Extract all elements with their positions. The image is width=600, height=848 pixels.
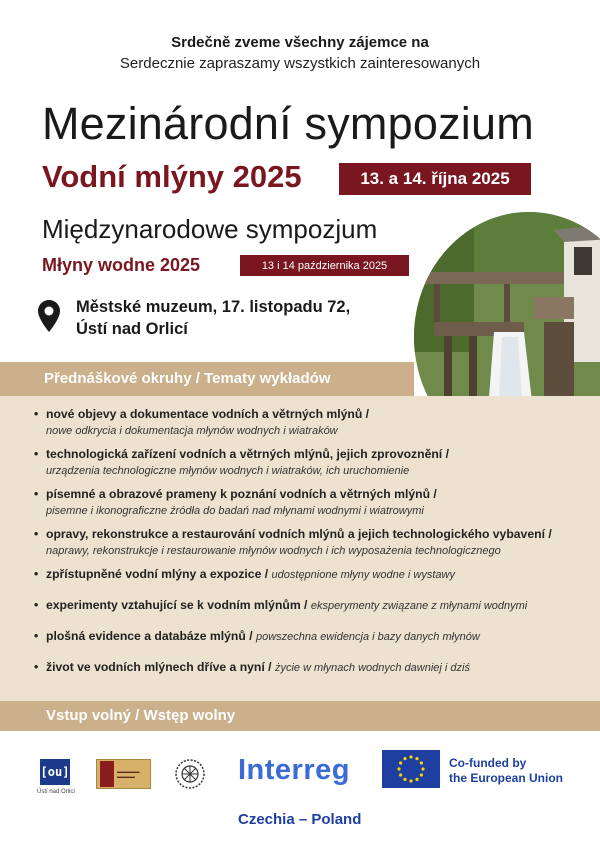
topic-item: • život ve vodních mlýnech dříve a nyní / życie w młynach wodnych dawniej i dziś [34, 660, 470, 674]
interreg-logo: Interreg [238, 754, 350, 786]
topic-polish: pisemne i ikonograficzne źródła do badań nad młynami wodnymi i wiatrowymi [46, 505, 424, 517]
usti-nad-orlici-caption: Ústí nad Orlicí [36, 789, 75, 795]
eu-line-2: the European Union [449, 771, 563, 785]
topics-list [34, 406, 594, 690]
topic-item: • zpřístupněné vodní mlýny a expozice / udostępnione młyny wodne i wystawy [34, 567, 455, 581]
topic-czech: opravy, rekonstrukce a restaurování vodních mlýnů a jejich technologického vybavení / [46, 527, 552, 541]
topic-czech: písemné a obrazové prameny k poznání vodních a větrných mlýnů / [46, 487, 437, 501]
event-title-polish: Międzynarodowe sympozjum [42, 214, 378, 244]
topic-item: • technologická zařízení vodních a větrných mlýnů, jejich zprovoznění / urządzenia technologiczne młynów wodnych i wiatraków, ich uruchomienie [34, 446, 594, 479]
admission-text: Vstup volný / Wstęp wolny [46, 707, 236, 724]
topic-czech: technologická zařízení vodních a větrných mlýnů, jejich zprovoznění / [46, 447, 449, 461]
venue-address [76, 296, 350, 340]
location-pin-icon [38, 300, 60, 332]
eu-flag-icon [382, 750, 440, 788]
invite-czech: Srdečně zveme všechny zájemce na [171, 34, 429, 51]
topic-czech: plošná evidence a databáze mlýnů / [46, 629, 253, 643]
event-title-czech: Mezinárodní sympozium [42, 98, 534, 149]
eu-line-1: Co-funded by [449, 756, 527, 770]
topic-polish: eksperymenty związane z młynami wodnymi [310, 600, 528, 612]
invite-polish: Serdecznie zapraszamy wszystkich zainteresowanych [119, 55, 481, 72]
venue-line-1: Městské muzeum, 17. listopadu 72, [76, 298, 351, 316]
topic-polish: życie w młynach wodnych dawniej i dziś [274, 662, 470, 674]
eu-cofunded-text [449, 756, 563, 786]
mill-seal-icon [174, 758, 206, 790]
topic-czech: experimenty vztahující se k vodním mlýnům / [46, 598, 308, 612]
topic-czech: nové objevy a dokumentace vodních a větrných mlýnů / [46, 407, 370, 421]
topic-czech: zpřístupněné vodní mlýny a expozice / [46, 567, 269, 581]
topic-item: • nové objevy a dokumentace vodních a větrných mlýnů / nowe odkrycia i dokumentacja młynów wodnych i wiatraków [34, 406, 594, 439]
topic-item: • plošná evidence a databáze mlýnů / powszechna ewidencja i bazy danych młynów [34, 629, 480, 643]
topic-item: • experimenty vztahující se k vodním mlýnům / eksperymenty związane z młynami wodnymi [34, 598, 528, 612]
event-subtitle-czech: Vodní mlýny 2025 [42, 159, 302, 194]
event-subtitle-polish: Młyny wodne 2025 [42, 255, 201, 275]
venue-line-2: Ústí nad Orlicí [76, 320, 188, 338]
date-badge-polish: 13 i 14 października 2025 [240, 255, 409, 276]
usti-nad-orlici-logo: [ou] [40, 759, 70, 785]
topic-item: • písemné a obrazové prameny k poznání vodních a větrných mlýnů / pisemne i ikonograficzne źródła do badań nad młynami wodnymi i wiatrowymi [34, 486, 594, 519]
museum-logo [96, 759, 151, 789]
topic-polish: naprawy, rekonstrukcje i restaurowanie młynów wodnych i ich wyposażenia technologicznego [46, 545, 501, 557]
topic-polish: urządzenia technologiczne młynów wodnych i wiatraków, ich uruchomienie [46, 465, 410, 477]
museum-logo-lines: ▬▬▬▬▬ ▬▬▬▬ [117, 769, 140, 779]
topic-polish: powszechna ewidencja i bazy danych młynów [255, 631, 480, 643]
topics-heading: Přednáškové okruhy / Tematy wykładów [44, 370, 331, 387]
topic-polish: nowe odkrycia i dokumentacja młynów wodnych i wiatraków [46, 425, 338, 437]
date-badge-czech: 13. a 14. října 2025 [339, 163, 531, 195]
museum-mark-icon [100, 761, 114, 787]
program-name: Czechia – Poland [238, 811, 362, 828]
topic-polish: udostępnione młyny wodne i wystawy [271, 569, 455, 581]
topic-item: • opravy, rekonstrukce a restaurování vodních mlýnů a jejich technologického vybavení / naprawy, rekonstrukcje i restaurowanie młynów wodnych i ich wyposażenia technologicznego [34, 526, 594, 559]
topic-czech: život ve vodních mlýnech dříve a nyní / [46, 660, 272, 674]
